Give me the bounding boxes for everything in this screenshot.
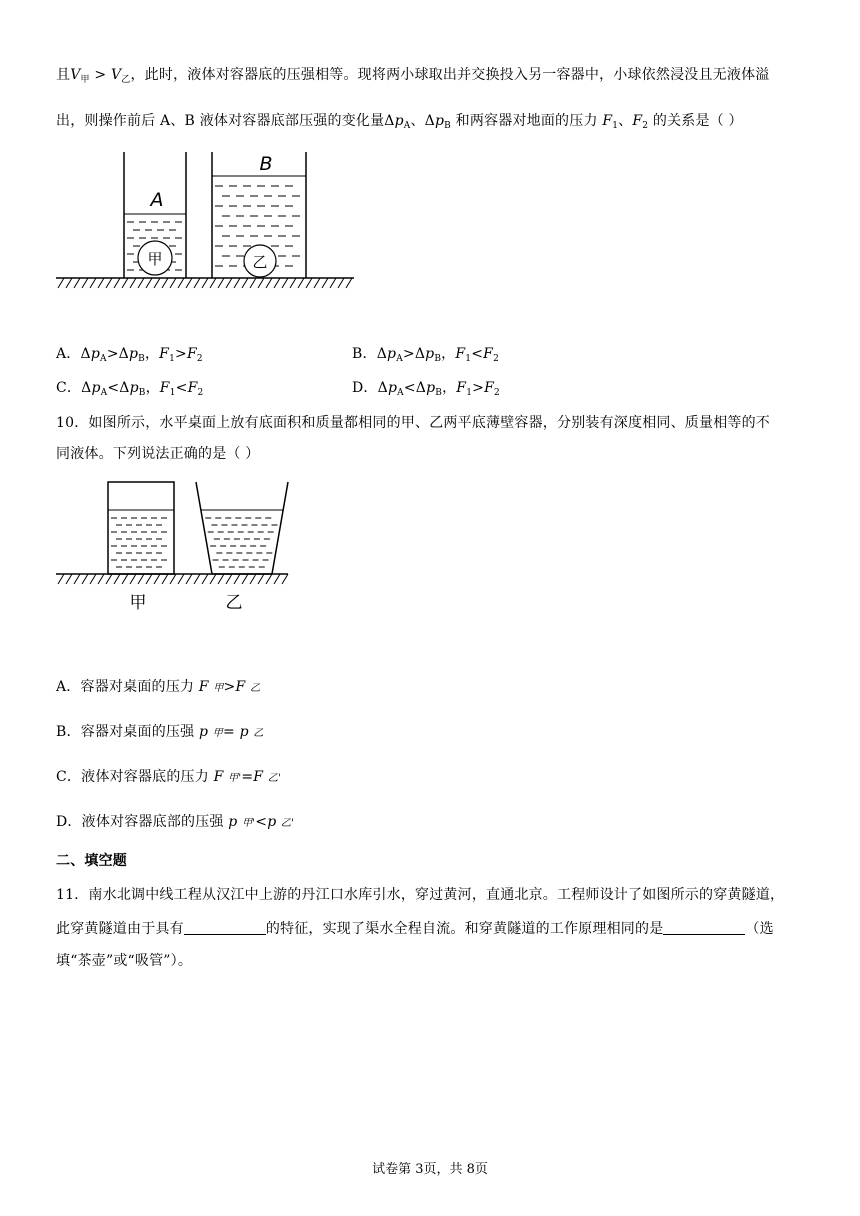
container-a (124, 152, 186, 278)
q10-option-d: D．液体对容器底部的压强 p 甲'<p 乙' (56, 814, 295, 830)
q10-line1: 10．如图所示，水平桌面上放有底面积和质量都相同的甲、乙两平底薄壁容器，分别装有深度相同、质量相等的不 (56, 415, 771, 431)
q9-line1: 且$V_甲 > V_乙$，此时，液体对容器底的压强相等。现将两小球取出并交换投入另一容器中，小球依然浸没且无液体溢 (56, 67, 770, 85)
label-jia: 甲 (129, 593, 147, 613)
q11-line2: 此穿黄隧道由于具有 的特征，实现了渠水全程自流。和穿黄隧道的工作原理相同的是 （选 (56, 921, 774, 937)
label-yi: 乙 (225, 593, 243, 613)
answer-blank-2[interactable] (663, 920, 745, 935)
q11-line1: 11．南水北调中线工程从汉江中上游的丹江口水库引水，穿过黄河，直通北京。工程师设计了如图所示的穿黄隧道， (56, 887, 785, 903)
label-b: B (259, 153, 273, 175)
section-title: 二、填空题 (56, 853, 127, 869)
ball-yi-label: 乙 (252, 253, 268, 271)
q10-containers-figure (56, 478, 296, 618)
q10-option-c: C．液体对容器底的压力 F 甲'=F 乙' (56, 769, 281, 785)
q10-option-a: A．容器对桌面的压力 F 甲>F 乙 (56, 679, 261, 695)
answer-blank-1[interactable] (184, 920, 266, 935)
q11-line3: 填“茶壶”或“吸管”）。 (56, 953, 193, 969)
q9-containers-figure (56, 148, 356, 296)
container-b (212, 152, 306, 278)
label-a: A (150, 189, 164, 211)
page-footer: 试卷第 3页，共 8页 (372, 1162, 488, 1177)
q9-option-c: C．$\Delta p_A<\Delta p_B$，$F_1<F_2$ (56, 380, 204, 398)
q10-option-b: B．容器对桌面的压强 p 甲= p 乙 (56, 724, 264, 740)
q9-line2: 出，则操作前后 A、B 液体对容器底部压强的变化量$\Delta p_A$、$\Delta p_B$ 和两容器对地面的压力 $F_1$、$F_2$ 的关系是（ ） (56, 113, 743, 131)
q10-line2: 同液体。下列说法正确的是（ ） (56, 446, 260, 462)
ball-jia-label: 甲 (147, 250, 163, 268)
q9-option-a: A．$\Delta p_A>\Delta p_B$，$F_1>F_2$ (56, 346, 203, 364)
q9-option-b: B．$\Delta p_A>\Delta p_B$，$F_1<F_2$ (352, 346, 499, 364)
q9-option-d: D．$\Delta p_A<\Delta p_B$，$F_1>F_2$ (352, 380, 500, 398)
container-yi (196, 482, 288, 574)
container-jia (108, 482, 174, 574)
